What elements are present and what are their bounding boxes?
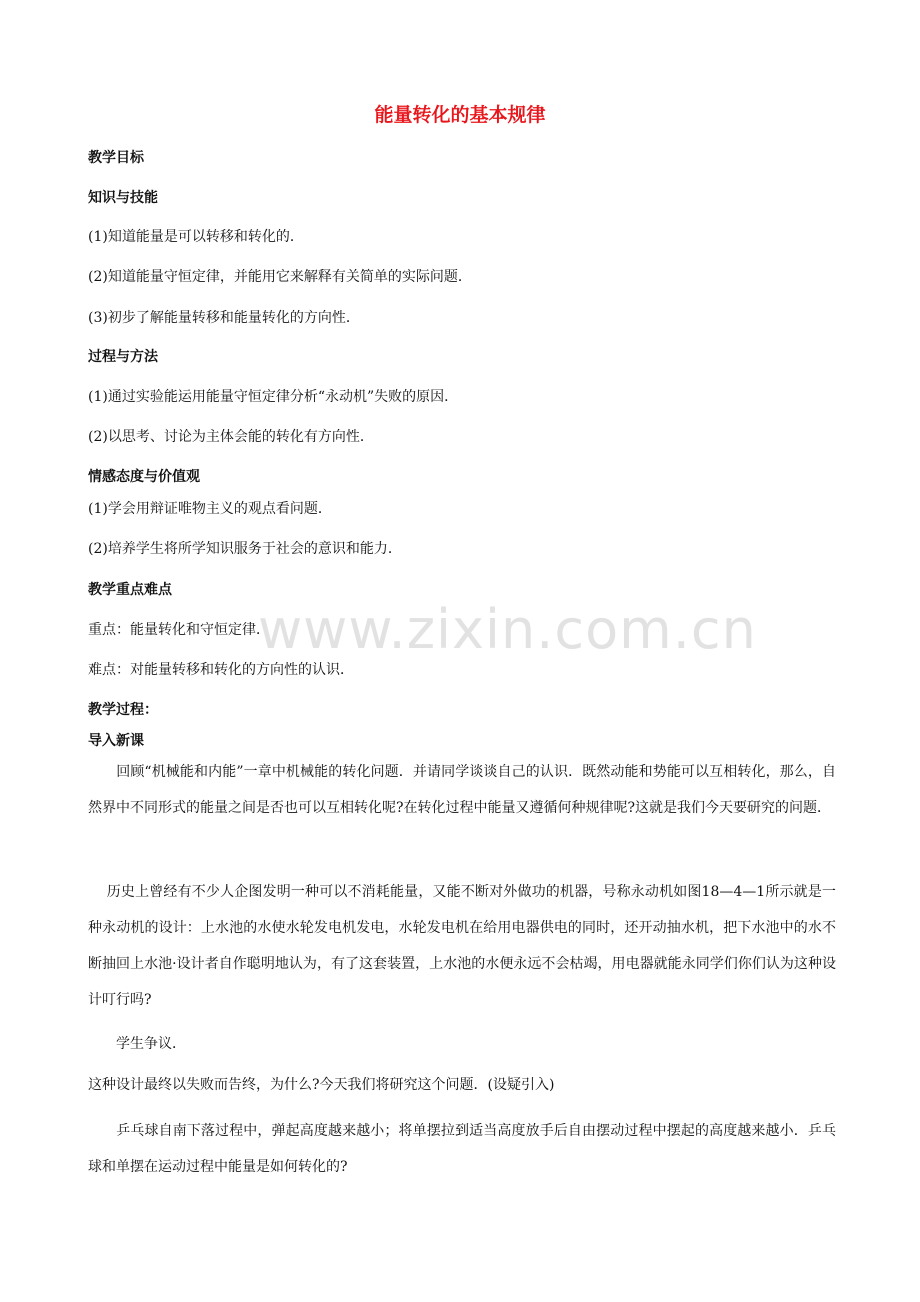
objectives-heading: 教学目标: [88, 150, 144, 166]
knowledge-item-1: (1)知道能量是可以转移和转化的．: [88, 229, 304, 245]
emotion-heading: 情感态度与价值观: [88, 469, 200, 485]
knowledge-item-2: (2)知道能量守恒定律，并能用它来解释有关简单的实际问题．: [88, 269, 472, 285]
paragraph-2: 历史上曾经有不少人企图发明一种可以不消耗能量，又能不断对外做功的机器，号称永动机如图18—4—1所示就是一种永动机的设计：上水池的水使水轮发电机发电，水轮发电机在给用电器供电的同时，还开动抽水机，把下水池中的水不断抽回上水池·设计者自作聪明地认为，有了这套装置，上水池的水便永远不会枯竭，用电器就能永同学们你们认为这种设计叮行吗?: [88, 884, 836, 1008]
difficulty-text: 难点：对能量转移和转化的方向性的认识．: [88, 662, 354, 678]
paragraph-4: 这种设计最终以失败而告终，为什么?今天我们将研究这个问题．(设疑引入): [88, 1077, 555, 1093]
knowledge-heading: 知识与技能: [88, 190, 158, 206]
paragraph-3: 学生争议．: [88, 1036, 186, 1052]
watermark: www.zixin.com.cn: [258, 598, 757, 661]
paragraph-1: 回顾“机械能和内能”一章中机械能的转化问题．并请同学谈谈自己的认识．既然动能和势能可以互相转化，那么，自然界中不同形式的能量之间是否也可以互相转化呢?在转化过程中能量又遵循何种规律呢?这就是我们今天要研究的问题．: [88, 764, 836, 816]
knowledge-item-3: (3)初步了解能量转移和能量转化的方向性．: [88, 310, 360, 326]
teaching-process-heading: 教学过程：: [88, 702, 158, 718]
keypoint-text: 重点：能量转化和守恒定律．: [88, 622, 270, 638]
process-item-2: (2)以思考、讨论为主体会能的转化有方向性．: [88, 429, 374, 445]
intro-heading: 导入新课: [88, 733, 144, 749]
emotion-item-2: (2)培养学生将所学知识服务于社会的意识和能力．: [88, 541, 402, 557]
document-title: 能量转化的基本规律: [374, 104, 546, 126]
emotion-item-1: (1)学会用辩证唯物主义的观点看问题．: [88, 501, 332, 517]
process-heading: 过程与方法: [88, 349, 158, 365]
paragraph-5: 乒乓球自南下落过程中，弹起高度越来越小；将单摆拉到适当高度放手后自由摆动过程中摆起的高度越来越小．乒乓球和单摆在运动过程中能量是如何转化的?: [88, 1123, 836, 1175]
keypoints-heading: 教学重点难点: [88, 582, 172, 598]
process-item-1: (1)通过实验能运用能量守恒定律分析“永动机”失败的原因．: [88, 389, 459, 405]
